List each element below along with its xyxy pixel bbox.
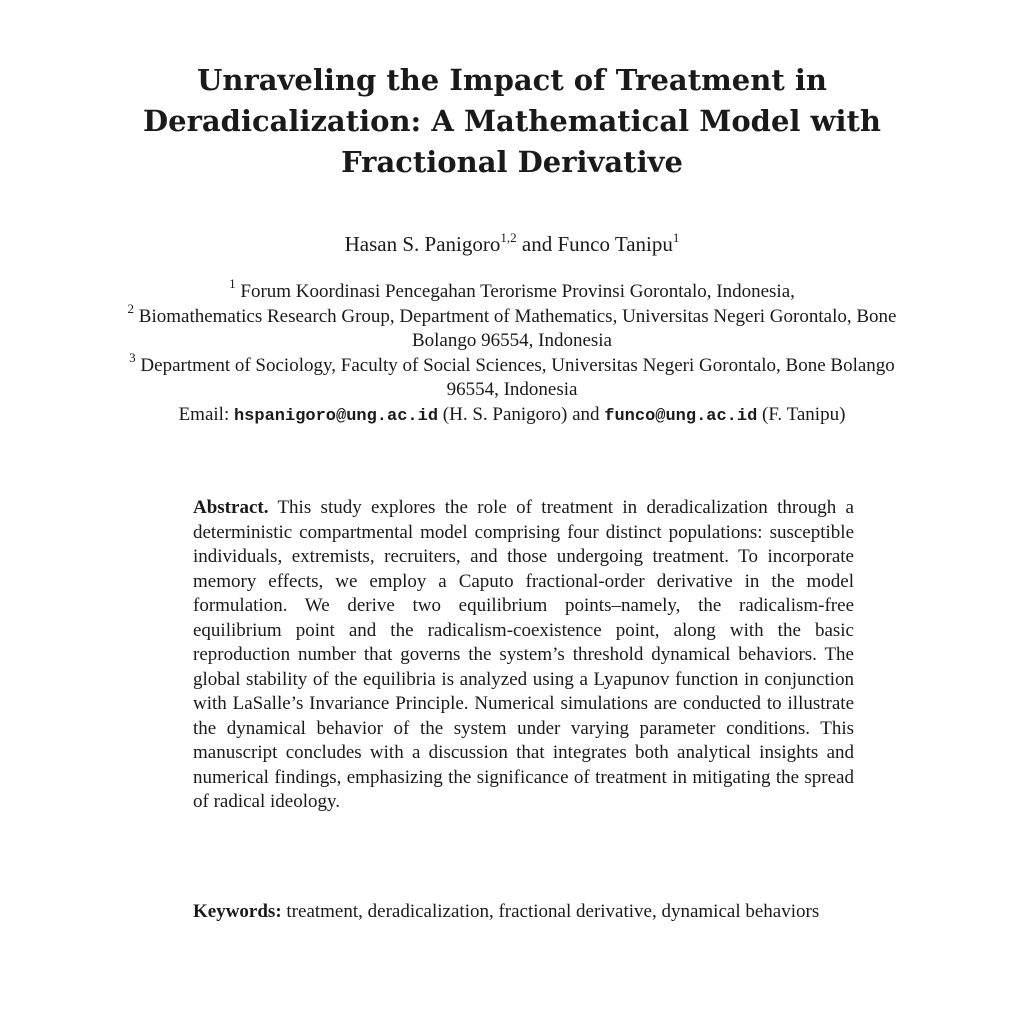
email-owner: (H. S. Panigoro) and bbox=[438, 403, 605, 425]
abstract bbox=[193, 496, 854, 815]
email-address[interactable]: hspanigoro@ung.ac.id bbox=[233, 406, 439, 426]
affiliation-mark: 2 bbox=[127, 300, 135, 316]
author-affiliation-mark: 1,2 bbox=[500, 230, 517, 245]
author-connector: and bbox=[516, 232, 558, 256]
title-line-2: Deradicalization: A Mathematical Model with bbox=[143, 104, 881, 138]
keywords-label: Keywords: bbox=[193, 901, 282, 922]
email-owner: (F. Tanipu) bbox=[757, 403, 846, 425]
keywords-text: treatment, deradicalization, fractional derivative, dynamical behaviors bbox=[281, 901, 820, 922]
email-address[interactable]: funco@ung.ac.id bbox=[604, 406, 758, 426]
email-line bbox=[120, 403, 904, 430]
affiliation-block bbox=[120, 276, 904, 429]
title-line-1: Unraveling the Impact of Treatment in bbox=[197, 63, 827, 97]
affiliation-text: Department of Sociology, Faculty of Social Sciences, Universitas Negeri Gorontalo, Bone Bolango 96554, Indonesia bbox=[135, 354, 895, 400]
email-label: Email: bbox=[178, 403, 234, 425]
author-name: Hasan S. Panigoro bbox=[344, 232, 501, 256]
abstract-label: Abstract. bbox=[193, 497, 269, 518]
paper-title bbox=[80, 60, 944, 183]
affiliation-text: Forum Koordinasi Pencegahan Terorisme Provinsi Gorontalo, Indonesia, bbox=[235, 281, 795, 302]
affiliation-1 bbox=[120, 276, 904, 305]
affiliation-mark: 1 bbox=[229, 276, 236, 291]
affiliation-3 bbox=[120, 349, 904, 403]
keywords bbox=[193, 900, 854, 925]
abstract-text: This study explores the role of treatment in deradicalization through a deterministic compartmental model comprising four distinct populations: susceptible individuals, extremists, recruiters, and those undergoing treatment. To incorporate memory effects, we employ a Caputo fractional-order derivative in the model formulation. We derive two equilibrium points–namely, the radicalism-free equilibrium point and the radicalism-coexistence point, along with the basic reproduction number that governs the system’s threshold dynamical behaviors. The global stability of the equilibria is analyzed using a Lyapunov function in conjunction with LaSalle’s Invariance Principle. Numerical simulations are conducted to illustrate the dynamical behavior of the system under varying parameter conditions. This manuscript concludes with a discussion that integrates both analytical insights and numerical findings, emphasizing the significance of treatment in mitigating the spread of radical ideology. bbox=[193, 497, 854, 812]
author-affiliation-mark: 1 bbox=[672, 230, 680, 245]
author-list bbox=[80, 230, 944, 258]
title-line-3: Fractional Derivative bbox=[341, 145, 683, 179]
author-name: Funco Tanipu bbox=[557, 232, 673, 256]
affiliation-text: Biomathematics Research Group, Department of Mathematics, Universitas Negeri Gorontalo, Bone Bolango 96554, Indonesia bbox=[134, 305, 897, 351]
affiliation-2 bbox=[120, 300, 904, 354]
affiliation-mark: 3 bbox=[129, 349, 136, 365]
